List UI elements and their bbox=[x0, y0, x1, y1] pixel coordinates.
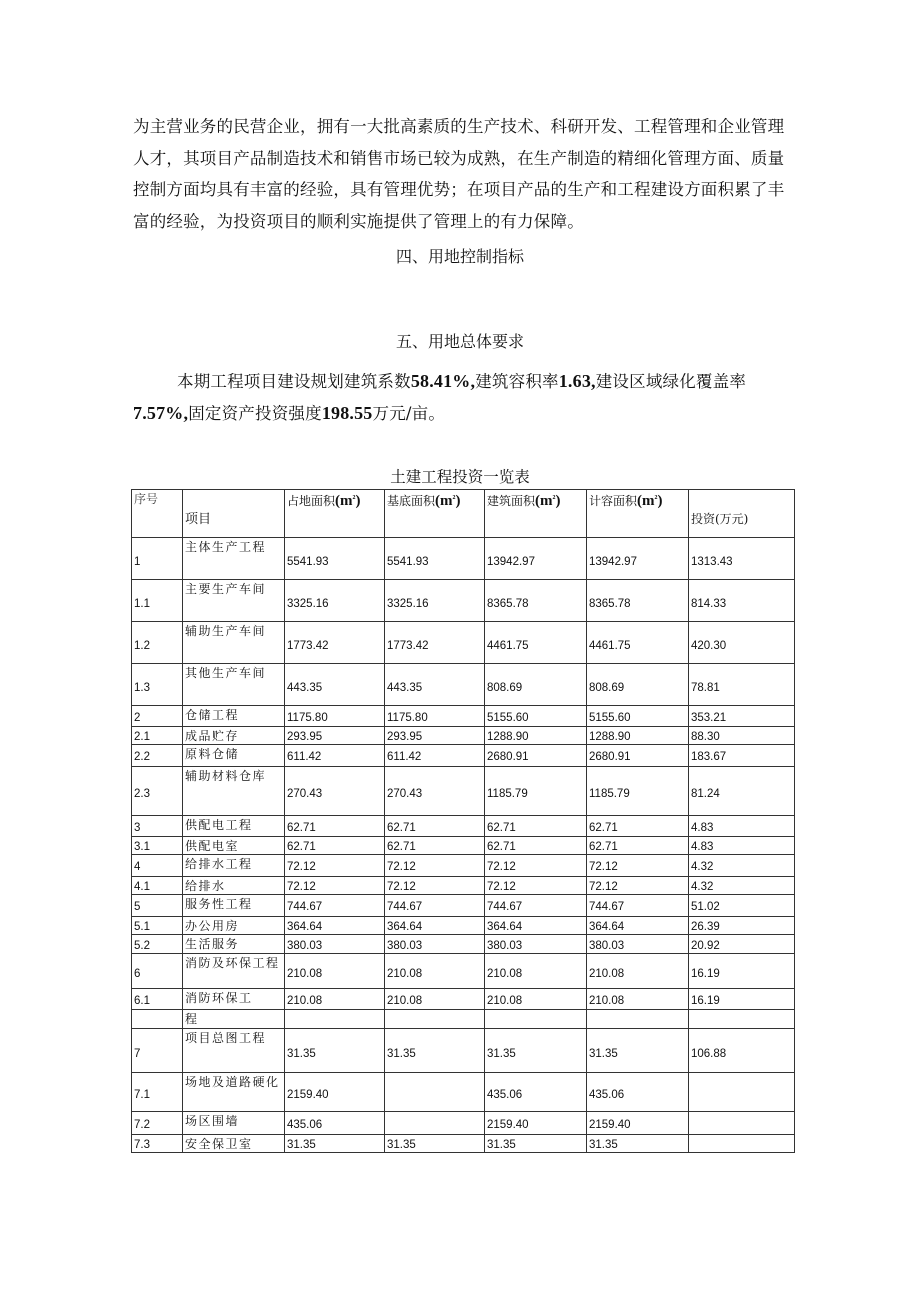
row-base-area: 72.12 bbox=[385, 877, 485, 895]
row-calc-area: 2159.40 bbox=[587, 1112, 689, 1135]
row-no: 1.1 bbox=[132, 580, 183, 622]
land-requirements-paragraph bbox=[133, 366, 793, 429]
row-calc-area: 4461.75 bbox=[587, 622, 689, 664]
row-land-area: 293.95 bbox=[285, 727, 385, 745]
row-base-area: 62.71 bbox=[385, 816, 485, 837]
row-no: 1.3 bbox=[132, 664, 183, 706]
row-land-area: 1773.42 bbox=[285, 622, 385, 664]
building-coefficient-value: 58.41%, bbox=[410, 371, 476, 391]
row-build-area: 1288.90 bbox=[485, 727, 587, 745]
table-row bbox=[132, 745, 795, 767]
row-build-area: 2680.91 bbox=[485, 745, 587, 767]
table-row bbox=[132, 989, 795, 1010]
row-base-area: 270.43 bbox=[385, 767, 485, 816]
row-calc-area: 5155.60 bbox=[587, 706, 689, 727]
row-item: 办公用房 bbox=[183, 917, 285, 935]
row-item: 场地及道路硬化 bbox=[183, 1073, 285, 1112]
row-item: 原料仓储 bbox=[183, 745, 285, 767]
row-investment: 78.81 bbox=[689, 664, 795, 706]
row-base-area: 72.12 bbox=[385, 855, 485, 877]
row-investment bbox=[689, 1135, 795, 1153]
header-build-area-label: 建筑面积 bbox=[487, 494, 536, 508]
row-investment: 16.19 bbox=[689, 954, 795, 989]
green-coverage-value: 7.57%, bbox=[133, 402, 189, 423]
table-row bbox=[132, 1029, 795, 1073]
header-base-area-unit: $(m^2)$ bbox=[435, 493, 461, 509]
table-row bbox=[132, 837, 795, 855]
row-no: 1 bbox=[132, 538, 183, 580]
row-investment bbox=[689, 1073, 795, 1112]
row-land-area: 62.71 bbox=[285, 837, 385, 855]
row-build-area: 62.71 bbox=[485, 837, 587, 855]
row-land-area: 380.03 bbox=[285, 935, 385, 954]
row-investment: 1313.43 bbox=[689, 538, 795, 580]
row-build-area: 72.12 bbox=[485, 855, 587, 877]
row-calc-area: 210.08 bbox=[587, 954, 689, 989]
row-land-area: 270.43 bbox=[285, 767, 385, 816]
row-base-area: 31.35 bbox=[385, 1029, 485, 1073]
intro-paragraph: 为主营业务的民营企业，拥有一大批高素质的生产技术、科研开发、工程管理和企业管理人才，其项目产品制造技术和销售市场已较为成熟，在生产制造的精细化管理方面、质量控制方面均具有丰富的经验，具有管理优势；在项目产品的生产和工程建设方面积累了丰富的经验，为投资项目的顺利实施提供了管理上的有力保障。 bbox=[133, 117, 785, 231]
row-build-area: 13942.97 bbox=[485, 538, 587, 580]
row-no: 7 bbox=[132, 1029, 183, 1073]
row-investment: 814.33 bbox=[689, 580, 795, 622]
row-item: 场区围墙 bbox=[183, 1112, 285, 1135]
row-calc-area bbox=[587, 1010, 689, 1029]
row-no: 3.1 bbox=[132, 837, 183, 855]
table-row bbox=[132, 1112, 795, 1135]
row-land-area: 72.12 bbox=[285, 877, 385, 895]
row-calc-area: 72.12 bbox=[587, 877, 689, 895]
header-item: 项目 bbox=[183, 490, 285, 538]
row-calc-area: 435.06 bbox=[587, 1073, 689, 1112]
row-base-area: 210.08 bbox=[385, 954, 485, 989]
row-no bbox=[132, 1010, 183, 1029]
header-no: 序号 bbox=[132, 490, 183, 538]
row-land-area: 3325.16 bbox=[285, 580, 385, 622]
row-base-area: 1773.42 bbox=[385, 622, 485, 664]
row-investment bbox=[689, 1010, 795, 1029]
row-build-area: 2159.40 bbox=[485, 1112, 587, 1135]
row-investment: 26.39 bbox=[689, 917, 795, 935]
row-calc-area: 62.71 bbox=[587, 837, 689, 855]
row-investment: 16.19 bbox=[689, 989, 795, 1010]
table-row bbox=[132, 706, 795, 727]
row-land-area: 31.35 bbox=[285, 1135, 385, 1153]
row-land-area: 443.35 bbox=[285, 664, 385, 706]
row-base-area: 62.71 bbox=[385, 837, 485, 855]
table-row bbox=[132, 917, 795, 935]
row-calc-area: 2680.91 bbox=[587, 745, 689, 767]
row-base-area: 364.64 bbox=[385, 917, 485, 935]
row-build-area: 62.71 bbox=[485, 816, 587, 837]
row-no: 6 bbox=[132, 954, 183, 989]
row-investment: 4.32 bbox=[689, 855, 795, 877]
row-base-area bbox=[385, 1112, 485, 1135]
row-land-area: 210.08 bbox=[285, 954, 385, 989]
row-item: 仓储工程 bbox=[183, 706, 285, 727]
row-item: 消防环保工 bbox=[183, 989, 285, 1010]
row-base-area: 611.42 bbox=[385, 745, 485, 767]
row-item: 主要生产车间 bbox=[183, 580, 285, 622]
row-item: 供配电室 bbox=[183, 837, 285, 855]
row-item: 辅助生产车间 bbox=[183, 622, 285, 664]
row-build-area: 4461.75 bbox=[485, 622, 587, 664]
section-4-heading: 四、用地控制指标 bbox=[395, 247, 524, 266]
row-item: 程 bbox=[183, 1010, 285, 1029]
row-calc-area: 31.35 bbox=[587, 1029, 689, 1073]
req-text-4: 固定资产投资强度 bbox=[188, 403, 322, 423]
header-land-area-unit: $(m^2)$ bbox=[335, 493, 361, 509]
row-calc-area: 380.03 bbox=[587, 935, 689, 954]
row-investment: 183.67 bbox=[689, 745, 795, 767]
row-item: 供配电工程 bbox=[183, 816, 285, 837]
table-row bbox=[132, 622, 795, 664]
row-calc-area: 808.69 bbox=[587, 664, 689, 706]
row-land-area: 744.67 bbox=[285, 895, 385, 917]
row-item: 主体生产工程 bbox=[183, 538, 285, 580]
row-base-area: 380.03 bbox=[385, 935, 485, 954]
row-investment: 4.32 bbox=[689, 877, 795, 895]
row-no: 1.2 bbox=[132, 622, 183, 664]
row-base-area: 293.95 bbox=[385, 727, 485, 745]
req-text-2: 建筑容积率 bbox=[475, 372, 559, 391]
row-build-area: 31.35 bbox=[485, 1135, 587, 1153]
row-build-area: 31.35 bbox=[485, 1029, 587, 1073]
table-row bbox=[132, 727, 795, 745]
row-base-area bbox=[385, 1010, 485, 1029]
row-build-area: 744.67 bbox=[485, 895, 587, 917]
row-land-area: 72.12 bbox=[285, 855, 385, 877]
row-build-area: 8365.78 bbox=[485, 580, 587, 622]
row-no: 2.2 bbox=[132, 745, 183, 767]
row-calc-area: 62.71 bbox=[587, 816, 689, 837]
row-build-area: 1185.79 bbox=[485, 767, 587, 816]
row-no: 7.2 bbox=[132, 1112, 183, 1135]
row-calc-area: 8365.78 bbox=[587, 580, 689, 622]
row-no: 7.1 bbox=[132, 1073, 183, 1112]
header-land-area-label: 占地面积 bbox=[287, 494, 336, 508]
row-investment: 51.02 bbox=[689, 895, 795, 917]
row-investment: 4.83 bbox=[689, 837, 795, 855]
row-land-area: 5541.93 bbox=[285, 538, 385, 580]
table-row bbox=[132, 538, 795, 580]
row-calc-area: 1185.79 bbox=[587, 767, 689, 816]
row-no: 3 bbox=[132, 816, 183, 837]
row-land-area: 364.64 bbox=[285, 917, 385, 935]
header-base-area bbox=[385, 490, 485, 538]
row-land-area: 435.06 bbox=[285, 1112, 385, 1135]
row-calc-area: 744.67 bbox=[587, 895, 689, 917]
row-item: 成品贮存 bbox=[183, 727, 285, 745]
header-build-area bbox=[485, 490, 587, 538]
table-row bbox=[132, 855, 795, 877]
row-base-area: 210.08 bbox=[385, 989, 485, 1010]
row-calc-area: 72.12 bbox=[587, 855, 689, 877]
row-investment: 106.88 bbox=[689, 1029, 795, 1073]
investment-intensity-value: 198.55 bbox=[321, 402, 373, 423]
table-row bbox=[132, 1010, 795, 1029]
row-land-area: 611.42 bbox=[285, 745, 385, 767]
header-calc-area bbox=[587, 490, 689, 538]
plot-ratio-value: 1.63, bbox=[558, 371, 596, 391]
row-land-area: 31.35 bbox=[285, 1029, 385, 1073]
row-investment: 4.83 bbox=[689, 816, 795, 837]
header-base-area-label: 基底面积 bbox=[387, 494, 436, 508]
row-item: 给排水工程 bbox=[183, 855, 285, 877]
row-no: 4 bbox=[132, 855, 183, 877]
table-row bbox=[132, 1073, 795, 1112]
row-no: 2.3 bbox=[132, 767, 183, 816]
row-no: 2 bbox=[132, 706, 183, 727]
row-calc-area: 210.08 bbox=[587, 989, 689, 1010]
row-no: 2.1 bbox=[132, 727, 183, 745]
row-no: 5 bbox=[132, 895, 183, 917]
row-item: 生活服务 bbox=[183, 935, 285, 954]
row-investment: 88.30 bbox=[689, 727, 795, 745]
row-base-area bbox=[385, 1073, 485, 1112]
row-base-area: 1175.80 bbox=[385, 706, 485, 727]
row-land-area bbox=[285, 1010, 385, 1029]
table-row bbox=[132, 895, 795, 917]
row-calc-area: 31.35 bbox=[587, 1135, 689, 1153]
table-caption: 土建工程投资一览表 bbox=[390, 468, 530, 486]
row-build-area: 808.69 bbox=[485, 664, 587, 706]
row-land-area: 210.08 bbox=[285, 989, 385, 1010]
row-build-area: 364.64 bbox=[485, 917, 587, 935]
header-investment: 投资(万元) bbox=[689, 490, 795, 538]
row-no: 7.3 bbox=[132, 1135, 183, 1153]
table-row bbox=[132, 816, 795, 837]
row-investment bbox=[689, 1112, 795, 1135]
row-investment: 353.21 bbox=[689, 706, 795, 727]
row-no: 5.2 bbox=[132, 935, 183, 954]
row-investment: 420.30 bbox=[689, 622, 795, 664]
row-calc-area: 364.64 bbox=[587, 917, 689, 935]
row-base-area: 744.67 bbox=[385, 895, 485, 917]
header-build-area-unit: $(m^2)$ bbox=[535, 493, 561, 509]
row-calc-area: 13942.97 bbox=[587, 538, 689, 580]
row-item: 给排水 bbox=[183, 877, 285, 895]
row-no: 5.1 bbox=[132, 917, 183, 935]
investment-table bbox=[131, 489, 795, 1153]
table-row bbox=[132, 767, 795, 816]
header-calc-area-label: 计容面积 bbox=[589, 494, 638, 508]
row-build-area: 210.08 bbox=[485, 989, 587, 1010]
row-build-area: 210.08 bbox=[485, 954, 587, 989]
row-no: 4.1 bbox=[132, 877, 183, 895]
table-row bbox=[132, 935, 795, 954]
row-base-area: 5541.93 bbox=[385, 538, 485, 580]
row-build-area bbox=[485, 1010, 587, 1029]
header-calc-area-unit: $(m^2)$ bbox=[637, 493, 663, 509]
row-base-area: 3325.16 bbox=[385, 580, 485, 622]
row-item: 服务性工程 bbox=[183, 895, 285, 917]
row-build-area: 435.06 bbox=[485, 1073, 587, 1112]
row-item: 项目总图工程 bbox=[183, 1029, 285, 1073]
section-5-heading: 五、用地总体要求 bbox=[395, 332, 524, 351]
row-no: 6.1 bbox=[132, 989, 183, 1010]
header-land-area bbox=[285, 490, 385, 538]
req-text-5: 万元/亩。 bbox=[372, 403, 446, 423]
row-build-area: 380.03 bbox=[485, 935, 587, 954]
table-header-row bbox=[132, 490, 795, 538]
req-text-1: 本期工程项目建设规划建筑系数 bbox=[177, 372, 411, 391]
row-land-area: 2159.40 bbox=[285, 1073, 385, 1112]
row-land-area: 1175.80 bbox=[285, 706, 385, 727]
row-investment: 81.24 bbox=[689, 767, 795, 816]
row-build-area: 72.12 bbox=[485, 877, 587, 895]
row-item: 辅助材料仓库 bbox=[183, 767, 285, 816]
row-item: 消防及环保工程 bbox=[183, 954, 285, 989]
row-calc-area: 1288.90 bbox=[587, 727, 689, 745]
row-item: 其他生产车间 bbox=[183, 664, 285, 706]
table-row bbox=[132, 877, 795, 895]
row-base-area: 443.35 bbox=[385, 664, 485, 706]
row-item: 安全保卫室 bbox=[183, 1135, 285, 1153]
table-row bbox=[132, 1135, 795, 1153]
table-row bbox=[132, 580, 795, 622]
req-text-3: 建设区域绿化覆盖率 bbox=[595, 372, 747, 391]
row-build-area: 5155.60 bbox=[485, 706, 587, 727]
row-base-area: 31.35 bbox=[385, 1135, 485, 1153]
row-land-area: 62.71 bbox=[285, 816, 385, 837]
table-row bbox=[132, 664, 795, 706]
row-investment: 20.92 bbox=[689, 935, 795, 954]
table-row bbox=[132, 954, 795, 989]
